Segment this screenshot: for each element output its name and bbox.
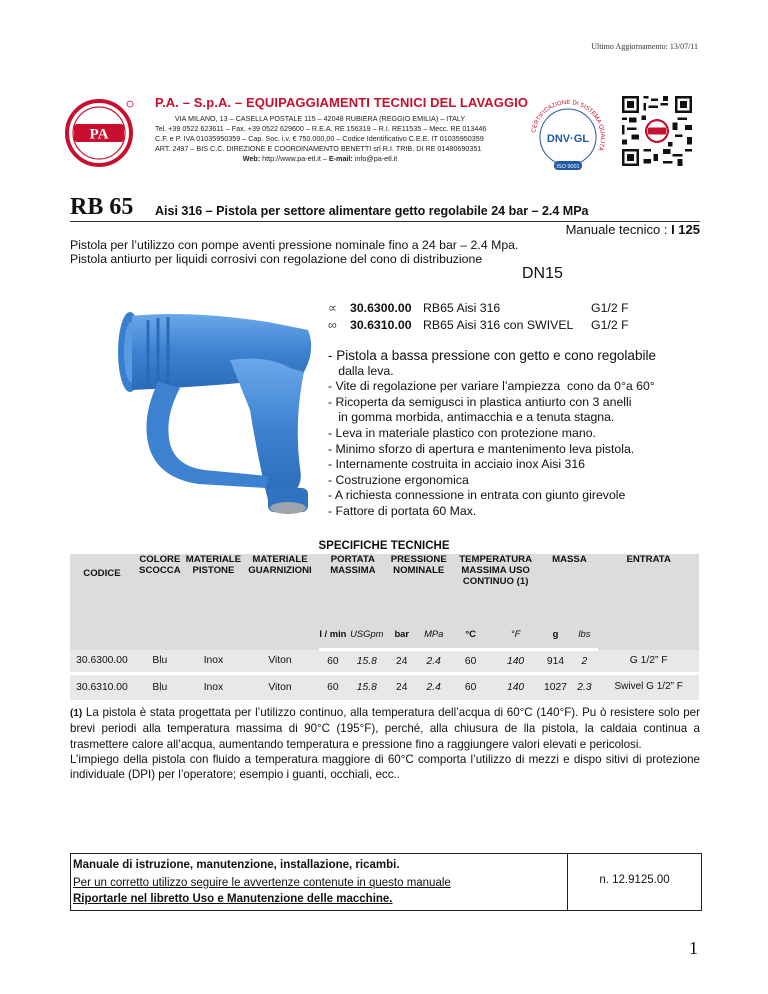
- feature-item: - Vite di regolazione per variare l’ampiezza cono da 0°a 60°: [328, 379, 655, 394]
- intro-text: [70, 238, 518, 266]
- feature-item: - Internamente costruita in acciaio inox Aisi 316: [328, 457, 586, 472]
- cell-mpa: 2.4: [417, 674, 451, 700]
- cell-guarnizioni: Viton: [241, 650, 319, 674]
- code-row: [328, 300, 629, 317]
- company-address: [155, 114, 525, 164]
- manual-box-line: Manuale di istruzione, manutenzione, installazione, ricambi.: [73, 859, 400, 871]
- cell-colore: Blu: [134, 650, 186, 674]
- code-description: RB65 Aisi 316 con SWIVEL: [423, 318, 574, 332]
- feature-item: - Minimo sforzo di apertura e mantenimento leva pistola.: [328, 441, 635, 456]
- manual-box-line: Riportarle nel libretto Uso e Manutenzione delle macchine.: [73, 893, 393, 905]
- address-line: ART. 2497 – BIS C.C. DIREZIONE E COORDINAMENTO BENETTI srl R.I. TRIB. DI RE 01480690351: [155, 144, 482, 153]
- cert-brand: DNV·GL: [546, 133, 590, 145]
- cell-bar: 24: [387, 650, 417, 674]
- note-paragraph: L’impiego della pistola con fluido a temperatura maggiore di 60°C comporta l’utilizzo di mezzi e dispo sitivi di protezione individuale (DPI) per l’operatore; esempio i guanti, occhiali, ecc..: [70, 752, 700, 782]
- code-symbol: ∝: [328, 301, 337, 315]
- cell-pistone: Inox: [186, 674, 241, 700]
- note-text: La pistola è stata progettata per l’utilizzo continuo, alla temperatura dell’acqua di 60°C (140°F). Pu ò resistere solo per brevi periodi alla temperatura massima di 90°C (195°F), perché, alla chiusura de lla pistola, la caldaia continua a trasmettere calore all’acqua, aumentando temperatura e pressione fino a raggiungere valori elevati e pericolosi.: [70, 706, 700, 751]
- feature-item: - Leva in materiale plastico con protezione mano.: [328, 425, 596, 440]
- unit-usgpm: USGpm: [347, 618, 387, 650]
- cell-lbs: 2: [570, 650, 598, 674]
- cell-colore: Blu: [134, 674, 186, 700]
- header-colore: COLORE SCOCCA: [134, 554, 186, 650]
- cell-f: 140: [491, 674, 541, 700]
- header-temperatura: TEMPERATURA MASSIMA USO CONTINUO (1): [451, 554, 541, 618]
- notes: [70, 705, 700, 782]
- cell-guarnizioni: Viton: [241, 674, 319, 700]
- cell-pistone: Inox: [186, 650, 241, 674]
- web-link[interactable]: http://www.pa-etl.it: [262, 154, 321, 163]
- last-update: Ultimo Aggiornamento: 13/07/11: [591, 42, 698, 51]
- nominal-diameter: DN15: [522, 265, 563, 282]
- cell-usgpm: 15.8: [347, 674, 387, 700]
- manual-box-line: Per un corretto utilizzo seguire le avvertenze contenute in questo manuale: [73, 877, 451, 889]
- manual-box-text: [71, 854, 568, 910]
- feature-item: dalla leva.: [328, 363, 394, 378]
- unit-mpa: MPa: [417, 618, 451, 650]
- unit-bar: bar: [387, 618, 417, 650]
- email-link[interactable]: info@pa-etl.it: [354, 154, 398, 163]
- product-title: RB 65: [70, 194, 134, 220]
- header-massa: MASSA: [541, 554, 599, 618]
- cell-g: 914: [541, 650, 571, 674]
- logo-text: PA: [89, 126, 109, 143]
- cert-ring-text: CERTIFICAZIONE DI SISTEMA QUALITÀ: [531, 99, 606, 152]
- web-label: Web:: [242, 154, 261, 163]
- code-symbol: ∞: [328, 318, 337, 332]
- code-row: [328, 317, 629, 334]
- header-mat-pistone: MATERIALE PISTONE: [186, 554, 241, 650]
- manual-label: Manuale tecnico :: [565, 222, 672, 237]
- address-line: C.F. e P. IVA 01035950359 – Cap. Soc. i.v. € 750.000,00 – Codice Identificativo C.E.E. IT 01035950359: [155, 134, 484, 143]
- cell-lmin: 60: [319, 650, 347, 674]
- feature-list: [328, 348, 656, 520]
- table-row: [70, 650, 699, 674]
- feature-item: - A richiesta connessione in entrata con giunto girevole: [328, 488, 626, 503]
- cell-codice: 30.6300.00: [70, 650, 134, 674]
- code-description: RB65 Aisi 316: [423, 301, 501, 315]
- cell-lmin: 60: [319, 674, 347, 700]
- unit-f: °F: [491, 618, 541, 650]
- product-codes: [328, 300, 629, 334]
- cell-usgpm: 15.8: [347, 650, 387, 674]
- table-row: [70, 674, 699, 700]
- header-portata: PORTATA MASSIMA: [319, 554, 387, 618]
- pa-logo: [64, 98, 134, 168]
- cell-g: 1027: [541, 674, 571, 700]
- email-label: E-mail:: [328, 154, 353, 163]
- header-codice: CODICE: [70, 554, 134, 650]
- code-number: 30.6300.00: [350, 301, 412, 315]
- cell-entrata: Swivel G 1/2” F: [598, 674, 699, 700]
- cell-entrata: G 1/2” F: [598, 650, 699, 674]
- header-pressione: PRESSIONE NOMINALE: [387, 554, 451, 618]
- address-line: VIA MILANO, 13 – CASELLA POSTALE 115 – 42048 RUBIERA (REGGIO EMILIA) – ITALY: [174, 114, 466, 123]
- code-number: 30.6310.00: [350, 318, 412, 332]
- web-line: Web: http://www.pa-etl.it – E-mail: info@pa-etl.it: [242, 154, 398, 163]
- unit-lbs: lbs: [570, 618, 598, 650]
- code-thread: G1/2 F: [591, 318, 629, 332]
- address-line: Tel. +39 0522 623611 – Fax. +39 0522 629600 – R.E.A. RE 156319 – R.I. RE11535 – Mecc. RE 013446: [155, 124, 487, 133]
- header-entrata: ENTRATA: [598, 554, 699, 650]
- page-number: 1: [689, 938, 698, 958]
- cell-f: 140: [491, 650, 541, 674]
- unit-lmin: l / min: [319, 618, 347, 650]
- manual-reference: [566, 222, 700, 237]
- cell-c: 60: [451, 674, 491, 700]
- cell-bar: 24: [387, 674, 417, 700]
- qr-code[interactable]: [622, 96, 692, 166]
- feature-item: - Fattore di portata 60 Max.: [328, 503, 477, 518]
- code-thread: G1/2 F: [591, 301, 629, 315]
- feature-item: - Pistola a bassa pressione con getto e cono regolabile: [328, 348, 656, 363]
- cert-iso: ISO 9001: [556, 164, 580, 170]
- feature-item: in gomma morbida, antimacchia e a tenuta stagna.: [328, 410, 615, 425]
- note-marker: (1): [70, 708, 83, 719]
- unit-c: °C: [451, 618, 491, 650]
- feature-item: - Ricoperta da semigusci in plastica antiurto con 3 anelli: [328, 394, 632, 409]
- unit-g: g: [541, 618, 571, 650]
- cell-lbs: 2.3: [570, 674, 598, 700]
- manual-box: [70, 853, 702, 911]
- product-subtitle: Aisi 316 – Pistola per settore alimentare getto regolabile 24 bar – 2.4 MPa: [155, 204, 589, 218]
- dnv-certification-badge: [527, 96, 609, 178]
- intro-line: Pistola per l’utilizzo con pompe aventi pressione nominale fino a 24 bar – 2.4 Mpa.: [70, 238, 519, 252]
- note-paragraph: [70, 705, 700, 752]
- manual-code: I 125: [671, 222, 700, 237]
- cell-codice: 30.6310.00: [70, 674, 134, 700]
- feature-item: - Costruzione ergonomica: [328, 472, 469, 487]
- spec-table: [70, 554, 699, 700]
- manual-box-ref: n. 12.9125.00: [599, 874, 670, 886]
- intro-line: Pistola antiurto per liquidi corrosivi con regolazione del cono di distribuzione: [70, 252, 483, 266]
- spray-gun-image: [118, 300, 318, 515]
- cell-mpa: 2.4: [417, 650, 451, 674]
- company-name: P.A. – S.p.A. – EQUIPAGGIAMENTI TECNICI DEL LAVAGGIO: [155, 95, 529, 110]
- spec-title: SPECIFICHE TECNICHE: [318, 540, 450, 552]
- cell-c: 60: [451, 650, 491, 674]
- header-mat-guarnizioni: MATERIALE GUARNIZIONI: [241, 554, 319, 650]
